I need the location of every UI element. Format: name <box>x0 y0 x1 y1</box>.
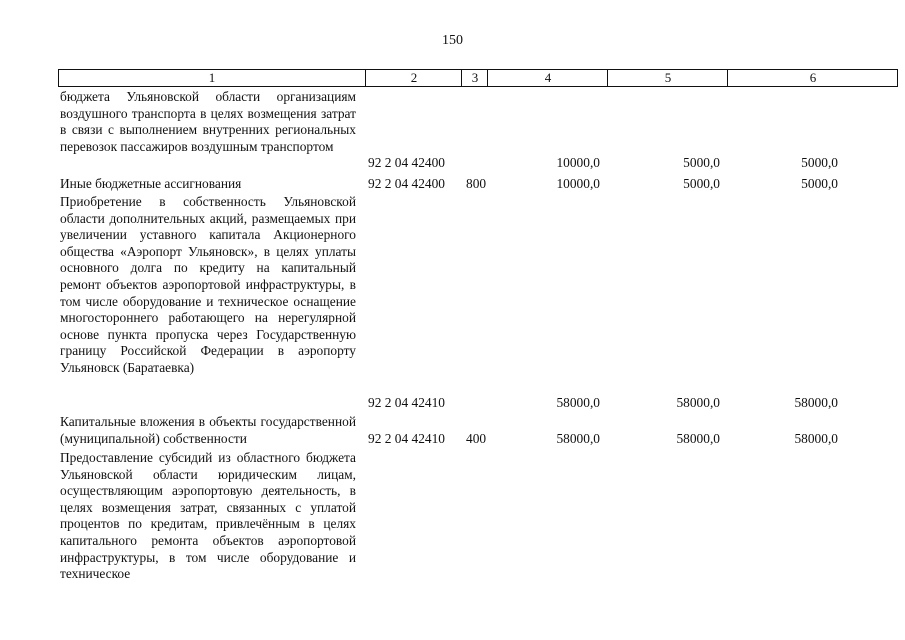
row-description: Предоставление субсидий из областного бюджета Ульяновской области юридическим лицам, осуществляющим аэропортовую деятельность, в целях возмещения затрат, связанных с уплатой процентов по кредитам, привлечённым в целях капитального ремонта объектов аэропортовой инфраструктуры, в том числе оборудование и техническое <box>60 450 356 582</box>
row-code: 92 2 04 42410 <box>368 395 445 410</box>
header-col-5: 5 <box>607 70 728 86</box>
table-header-row <box>58 69 898 87</box>
row-description: Иные бюджетные ассигнования <box>60 176 242 191</box>
row-description: Приобретение в собственность Ульяновской области дополнительных акций, размещаемых при увеличении уставного капитала Акционерного общества «Аэропорт Ульяновск», в целях уплаты основного долга по кредиту на капитальный ремонт объектов аэропортовой инфраструктуры, в том числе оборудование и техническое оснащение многостороннего работающего на нерегулярной основе пункта пропуска через Государственную границу Российской Федерации в аэропорту Ульяновск (Баратаевка) <box>60 194 356 375</box>
row-expense-type: 400 <box>466 431 487 446</box>
header-col-6: 6 <box>727 70 898 86</box>
row-description: бюджета Ульяновской области организациям воздушного транспорта в целях возмещения затрат в связи с выполнением внутренних региональных перевозок пассажиров воздушным транспортом <box>60 89 356 154</box>
row-code: 92 2 04 42400 <box>368 155 445 170</box>
row-value-col5: 58000,0 <box>676 431 720 446</box>
header-col-3: 3 <box>461 70 488 86</box>
page-number: 150 <box>442 33 463 48</box>
row-value-col5: 5000,0 <box>683 155 720 170</box>
row-value-col6: 58000,0 <box>794 431 838 446</box>
header-col-2: 2 <box>365 70 462 86</box>
header-col-4: 4 <box>487 70 608 86</box>
row-value-col6: 58000,0 <box>794 395 838 410</box>
row-expense-type: 800 <box>466 176 487 191</box>
row-value-col4: 10000,0 <box>556 176 600 191</box>
row-value-col4: 10000,0 <box>556 155 600 170</box>
row-value-col5: 58000,0 <box>676 395 720 410</box>
row-value-col4: 58000,0 <box>556 431 600 446</box>
row-value-col6: 5000,0 <box>801 176 838 191</box>
header-col-1: 1 <box>208 70 216 85</box>
row-code: 92 2 04 42410 <box>368 431 445 446</box>
row-value-col4: 58000,0 <box>556 395 600 410</box>
row-value-col6: 5000,0 <box>801 155 838 170</box>
row-description: Капитальные вложения в объекты государственной (муниципальной) собственности <box>60 414 356 446</box>
row-value-col5: 5000,0 <box>683 176 720 191</box>
row-code: 92 2 04 42400 <box>368 176 445 191</box>
